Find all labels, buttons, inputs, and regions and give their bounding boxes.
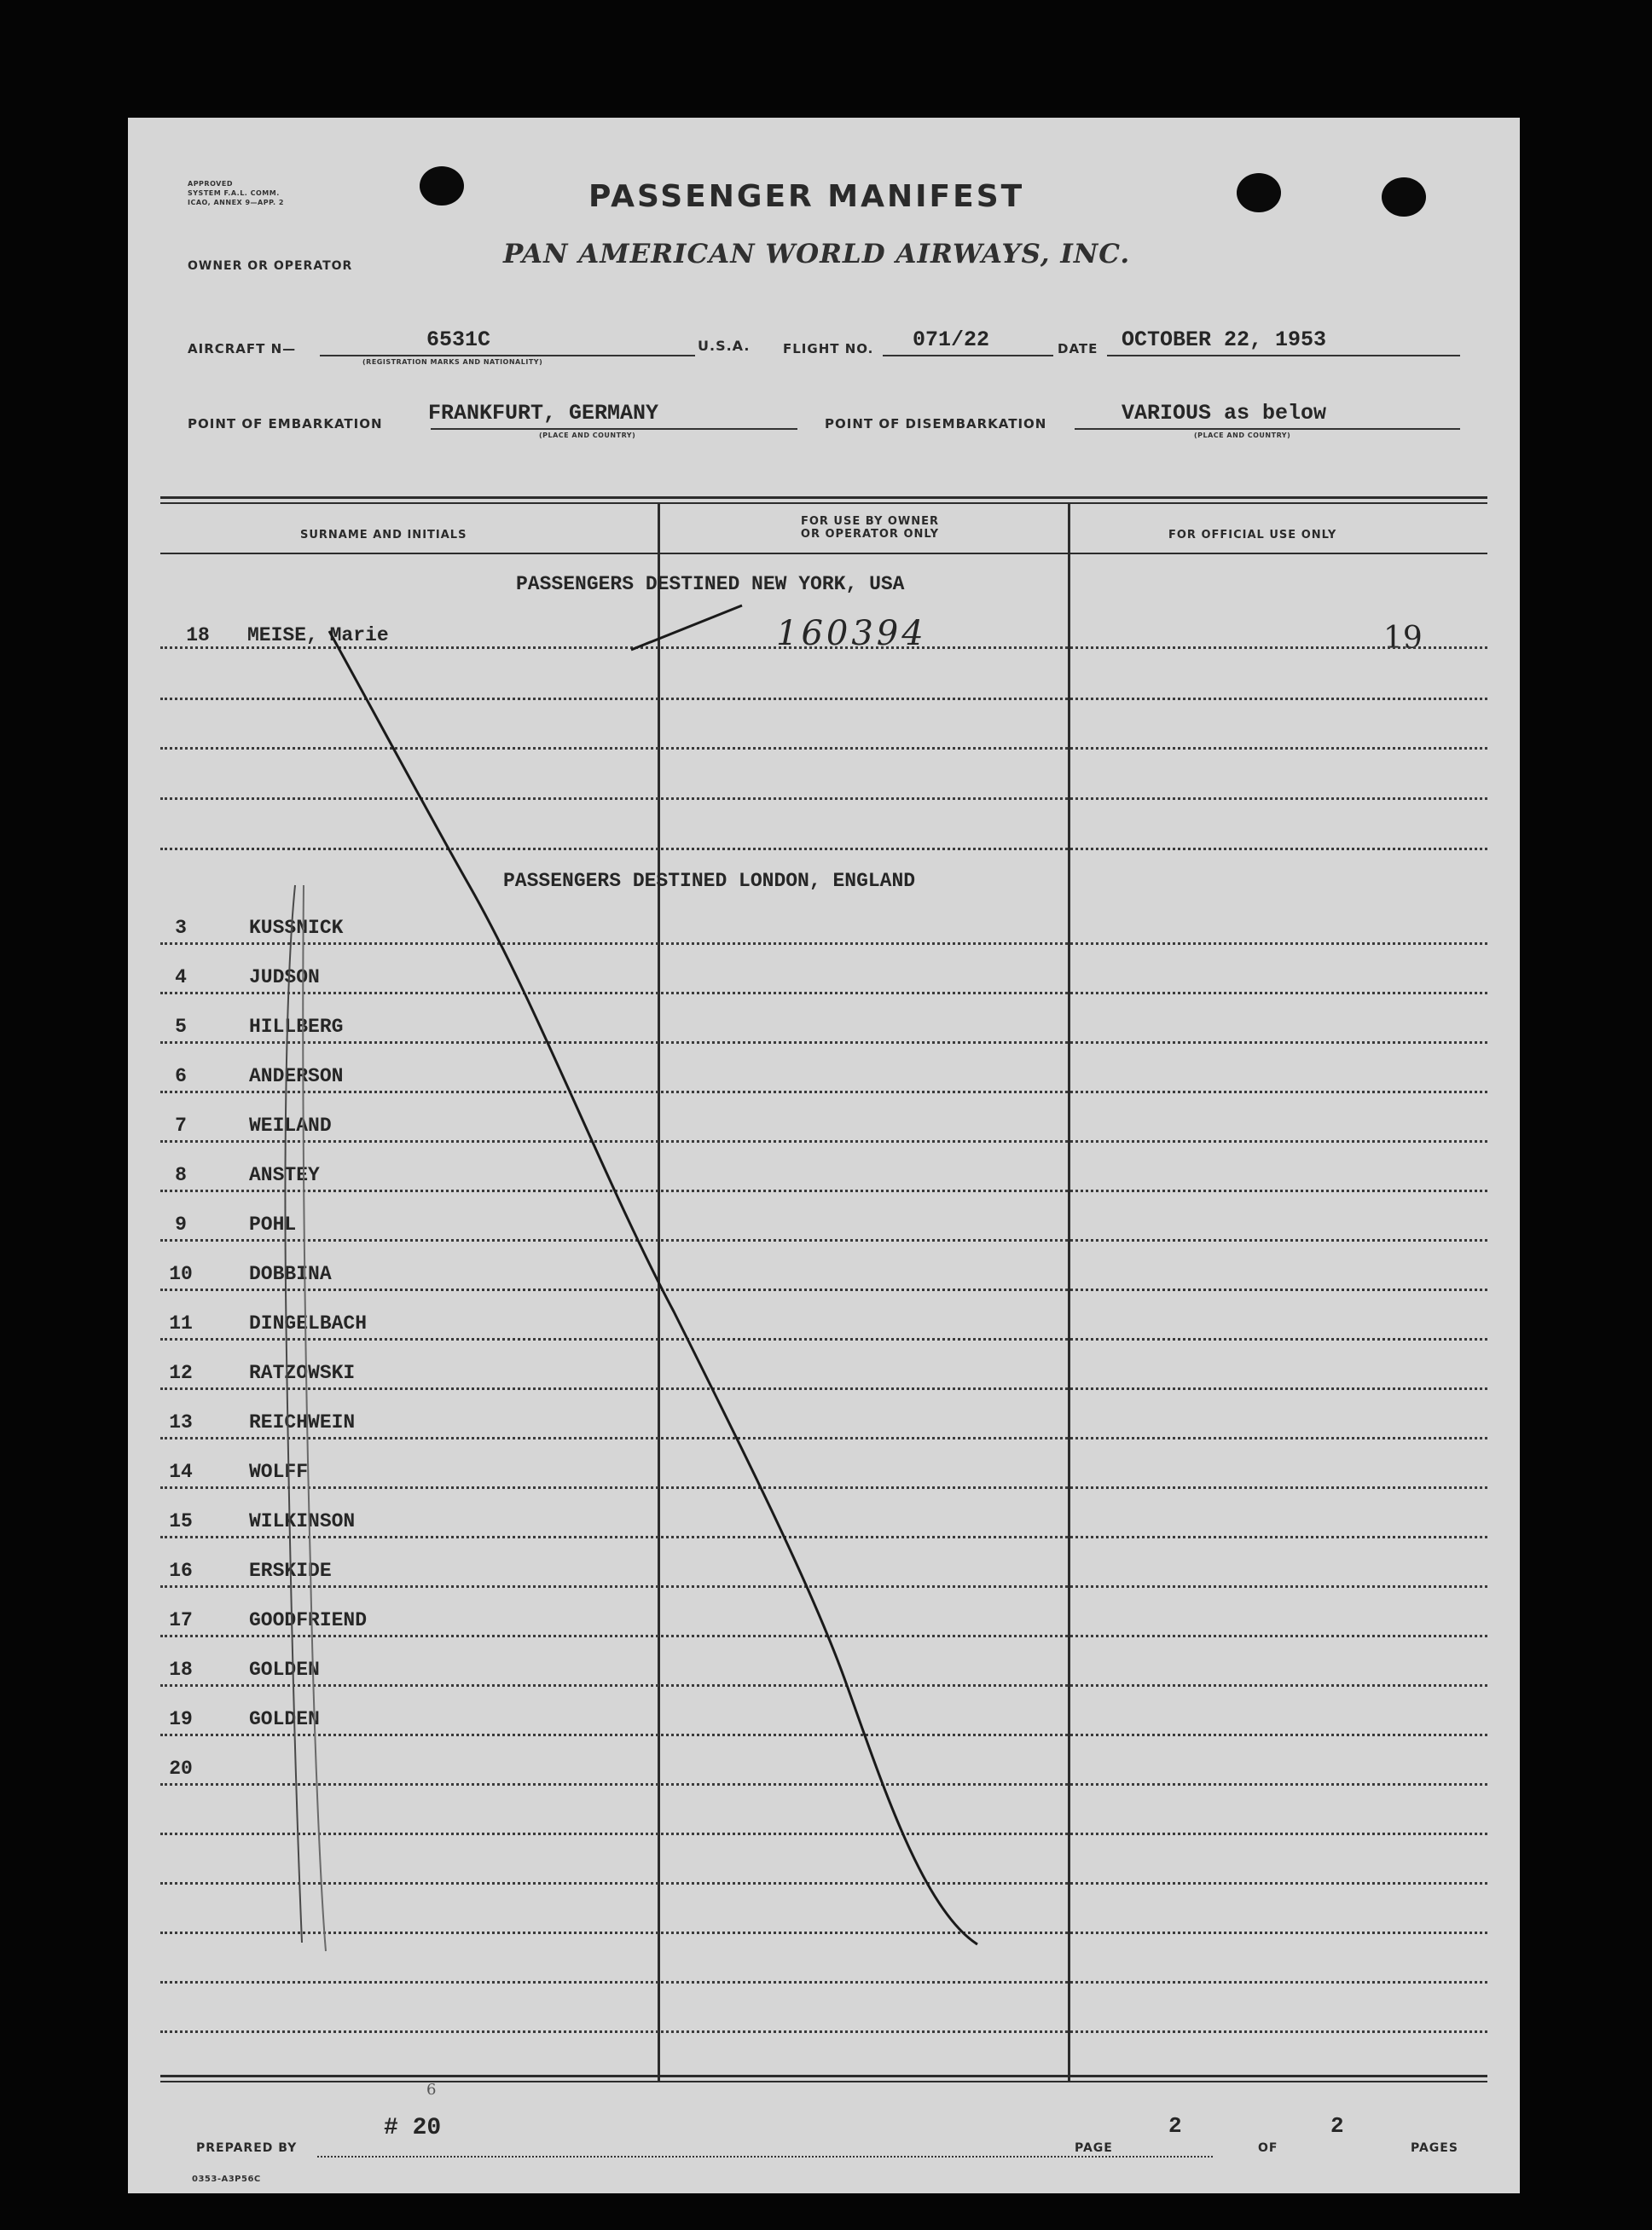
row-number: 8 — [175, 1164, 187, 1186]
passenger-name: ANSTEY — [249, 1164, 320, 1186]
disembarkation-value: VARIOUS as below — [1122, 401, 1327, 426]
date-value: OCTOBER 22, 1953 — [1122, 327, 1327, 352]
row-number: 19 — [169, 1708, 193, 1730]
aircraft-label: AIRCRAFT N— — [188, 341, 297, 356]
flight-value: 071/22 — [913, 327, 990, 352]
row-number: 11 — [169, 1312, 193, 1335]
passenger-name: REICHWEIN — [249, 1411, 356, 1434]
disembarkation-note: (PLACE AND COUNTRY) — [1194, 432, 1291, 439]
country-label: U.S.A. — [698, 338, 751, 354]
pen-tick-line — [285, 885, 302, 1943]
owner-label: OWNER OR OPERATOR — [188, 259, 353, 273]
embarkation-value: FRANKFURT, GERMANY — [428, 401, 659, 426]
passenger-name: ERSKIDE — [249, 1560, 332, 1582]
row-number: 10 — [169, 1263, 193, 1285]
pen-slash-line — [631, 605, 742, 650]
operator-note: 160394 — [776, 614, 927, 653]
row-number: 16 — [169, 1560, 193, 1582]
official-note: 19 — [1383, 621, 1423, 656]
passenger-name: GOODFRIEND — [249, 1609, 368, 1631]
row-number: 15 — [169, 1510, 193, 1532]
column-header-owner-line1: FOR USE BY OWNER — [800, 515, 940, 528]
passenger-name: WILKINSON — [249, 1510, 356, 1532]
row-number: 12 — [169, 1362, 193, 1384]
row-number: 18 — [186, 624, 210, 646]
column-header-official: FOR OFFICIAL USE ONLY — [1168, 529, 1337, 542]
embarkation-note: (PLACE AND COUNTRY) — [539, 432, 636, 439]
row-number: 18 — [169, 1659, 193, 1681]
passenger-name: KUSSNICK — [249, 917, 344, 939]
pages-label: PAGES — [1411, 2141, 1458, 2155]
passenger-name: WOLFF — [249, 1461, 309, 1483]
of-label: OF — [1258, 2141, 1278, 2155]
passenger-name: GOLDEN — [249, 1659, 320, 1681]
page-title: PASSENGER MANIFEST — [588, 179, 1025, 214]
row-number: 20 — [169, 1758, 193, 1780]
row-number: 7 — [175, 1115, 187, 1137]
pen-check-line — [329, 631, 977, 1944]
row-number: 17 — [169, 1609, 193, 1631]
section-heading-new-york: PASSENGERS DESTINED NEW YORK, USA — [516, 573, 905, 595]
prepared-value: # 20 — [384, 2115, 442, 2141]
prepared-label: PREPARED BY — [196, 2141, 298, 2155]
flight-label: FLIGHT NO. — [783, 341, 874, 356]
approval-line: APPROVED — [188, 180, 233, 188]
aircraft-value: 6531C — [426, 327, 491, 352]
passenger-name: WEILAND — [249, 1115, 332, 1137]
pen-strokes — [128, 118, 1520, 2193]
passenger-name: HILLBERG — [249, 1016, 344, 1038]
date-label: DATE — [1058, 341, 1098, 356]
passenger-name: GOLDEN — [249, 1708, 320, 1730]
column-header-owner-line2: OR OPERATOR ONLY — [800, 528, 940, 541]
passenger-name: POHL — [249, 1213, 297, 1236]
passenger-name: DOBBINA — [249, 1263, 332, 1285]
airline-name: PAN AMERICAN WORLD AIRWAYS, INC. — [503, 239, 1131, 269]
page-number: 2 — [1168, 2113, 1182, 2139]
row-number: 6 — [175, 1065, 187, 1087]
registration-note: (REGISTRATION MARKS AND NATIONALITY) — [362, 358, 543, 366]
passenger-name: JUDSON — [249, 966, 320, 988]
approval-line: ICAO, ANNEX 9—APP. 2 — [188, 199, 284, 206]
passenger-name: MEISE, Marie — [247, 624, 389, 646]
pen-tick-line — [303, 885, 326, 1951]
passenger-name: ANDERSON — [249, 1065, 344, 1087]
prepared-mark: 6 — [426, 2081, 437, 2099]
disembarkation-label: POINT OF DISEMBARKATION — [825, 416, 1047, 432]
passenger-name: RATZOWSKI — [249, 1362, 356, 1384]
row-number: 4 — [175, 966, 187, 988]
column-header-surname: SURNAME AND INITIALS — [300, 529, 467, 542]
embarkation-label: POINT OF EMBARKATION — [188, 416, 383, 432]
row-number: 13 — [169, 1411, 193, 1434]
passenger-name: DINGELBACH — [249, 1312, 368, 1335]
section-heading-london: PASSENGERS DESTINED LONDON, ENGLAND — [503, 870, 916, 892]
row-number: 5 — [175, 1016, 187, 1038]
total-pages: 2 — [1330, 2113, 1344, 2139]
manifest-page — [128, 118, 1520, 2193]
form-code: 0353-A3P56C — [192, 2175, 261, 2184]
page-label: PAGE — [1075, 2141, 1113, 2155]
row-number: 3 — [175, 917, 187, 939]
approval-line: SYSTEM F.A.L. COMM. — [188, 189, 280, 197]
prepared-underline — [317, 2156, 1213, 2158]
row-number: 14 — [169, 1461, 193, 1483]
row-number: 9 — [175, 1213, 187, 1236]
